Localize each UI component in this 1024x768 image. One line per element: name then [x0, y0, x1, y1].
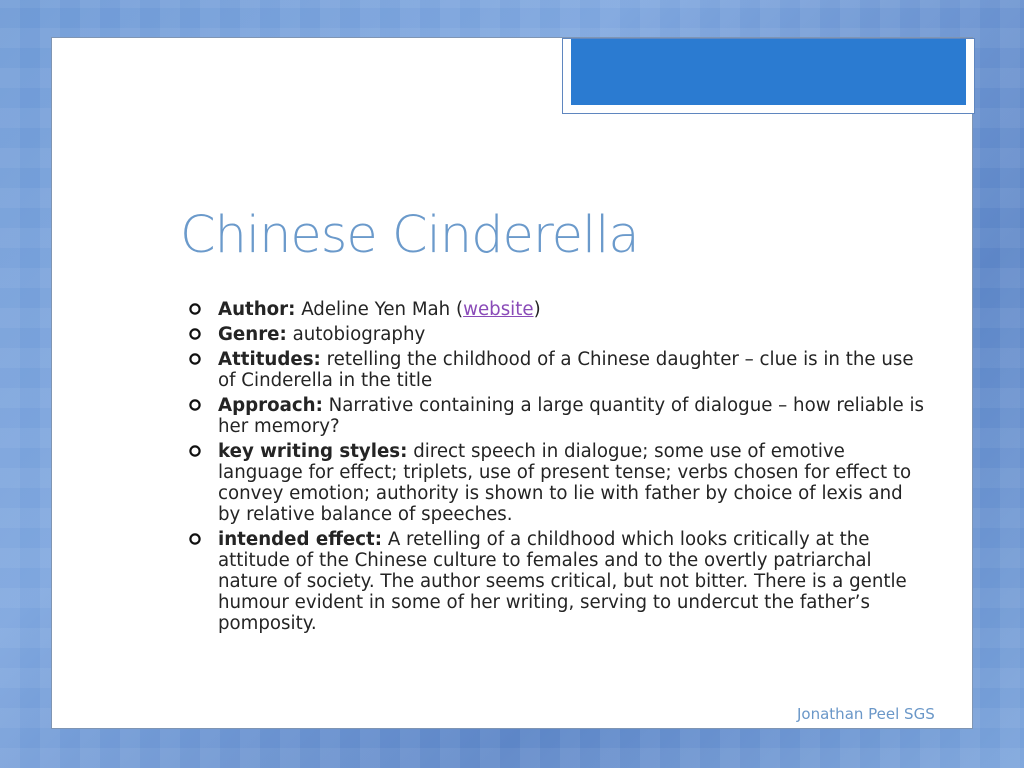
genre-text: autobiography	[286, 324, 426, 345]
list-item-attitudes	[188, 349, 924, 391]
website-link[interactable]: website	[463, 299, 534, 320]
ring-bullet-icon	[188, 352, 202, 366]
attitudes-text: retelling the childhood of a Chinese daughter – clue is in the use of Cinderella in the title	[218, 349, 914, 391]
key-writing-styles-text: direct speech in dialogue; some use of emotive language for effect; triplets, use of present tense; verbs chosen for effect to convey emotion; authority is shown to lie with father by choice of lexis and by relative balance of speeches.	[218, 441, 912, 525]
footer-text: Jonathan Peel SGS	[797, 705, 935, 723]
list-item-key-writing-styles	[188, 441, 924, 525]
bullet-list	[188, 299, 924, 638]
author-text: Adeline Yen Mah (	[295, 299, 464, 320]
author-label: Author:	[218, 299, 296, 320]
ring-bullet-icon	[188, 302, 202, 316]
intended-effect-text: A retelling of a childhood which looks critically at the attitude of the Chinese culture to females and to the overtly patriarchal nature of society. The author seems critical, but not bitter. There is a gentle humour evident in some of her writing, serving to undercut the father’s pomposity.	[218, 529, 907, 634]
key-writing-styles-label: key writing styles:	[218, 441, 408, 462]
top-tab-decoration	[562, 38, 975, 114]
list-item-author	[188, 299, 924, 320]
ring-bullet-icon	[188, 532, 202, 546]
slide-panel	[51, 37, 973, 729]
top-tab-fill	[571, 39, 966, 105]
list-item-genre	[188, 324, 924, 345]
ring-bullet-icon	[188, 444, 202, 458]
genre-label: Genre:	[218, 324, 287, 345]
approach-label: Approach:	[218, 395, 323, 416]
list-item-approach	[188, 395, 924, 437]
ring-bullet-icon	[188, 327, 202, 341]
ring-bullet-icon	[188, 398, 202, 412]
author-text-after: )	[533, 299, 541, 320]
approach-text: Narrative containing a large quantity of dialogue – how reliable is her memory?	[218, 395, 924, 437]
intended-effect-label: intended effect:	[218, 529, 383, 550]
attitudes-label: Attitudes:	[218, 349, 321, 370]
list-item-intended-effect	[188, 529, 924, 634]
slide-title: Chinese Cinderella	[180, 206, 639, 265]
